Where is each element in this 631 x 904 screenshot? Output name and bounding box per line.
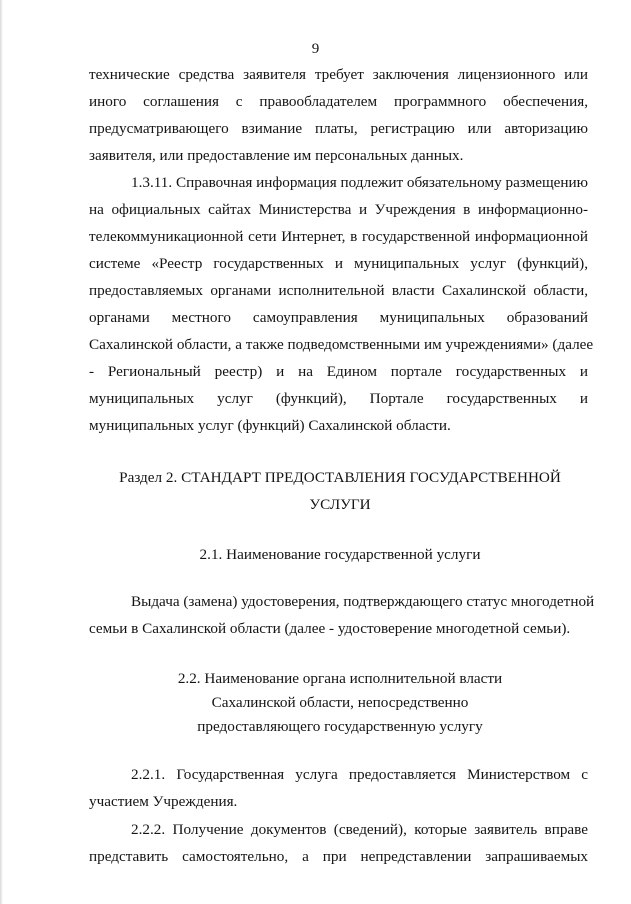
paragraph-1-3-11-line: 1.3.11. Справочная информация подлежит обязательному размещению	[131, 174, 588, 191]
paragraph-1-3-11-line: телекоммуникационной сети Интернет, в государственной информационной	[89, 228, 588, 245]
paragraph-1-3-11-line: на официальных сайтах Министерства и Учреждения в информационно-	[89, 201, 588, 218]
paragraph-1-line: заявителя, или предоставление им персональных данных.	[89, 147, 464, 164]
paragraph-1-3-11-line: Сахалинской области, а также подведомственными им учреждениями» (далее	[89, 336, 594, 353]
paragraph-1-3-11-line: - Региональный реестр) и на Едином портале государственных и	[89, 363, 588, 380]
subsection-2-2-title: предоставляющего государственную услугу	[197, 718, 483, 735]
paragraph-1-line: иного соглашения с правообладателем программного обеспечения,	[89, 93, 588, 110]
paragraph-1-3-11-line: системе «Реестр государственных и муниципальных услуг (функций),	[89, 255, 588, 272]
subsection-2-2-title: Сахалинской области, непосредственно	[211, 694, 469, 711]
paragraph-2-2-1-line: 2.2.1. Государственная услуга предоставляется Министерством с	[131, 766, 588, 783]
paragraph-2-2-1-line: участием Учреждения.	[89, 793, 238, 810]
paragraph-1-3-11-line: предоставляемых органами исполнительной власти Сахалинской области,	[89, 282, 588, 299]
section-2-title: УСЛУГИ	[309, 496, 371, 513]
paragraph-1-3-11-line: органами местного самоуправления муниципальных образований	[89, 309, 588, 326]
page-number: 9	[311, 41, 320, 57]
paragraph-1-line: технические средства заявителя требует заключения лицензионного или	[89, 66, 588, 83]
section-2-title: Раздел 2. СТАНДАРТ ПРЕДОСТАВЛЕНИЯ ГОСУДАРСТВЕННОЙ	[119, 469, 561, 486]
subsection-2-1-title: 2.1. Наименование государственной услуги	[199, 546, 481, 563]
paragraph-2-1-line: Выдача (замена) удостоверения, подтверждающего статус многодетной	[131, 593, 595, 610]
paragraph-2-2-2-line: представить самостоятельно, а при непредставлении запрашиваемых	[89, 848, 588, 865]
paragraph-1-3-11-line: муниципальных услуг (функций) Сахалинской области.	[89, 417, 451, 434]
paragraph-2-1-line: семьи в Сахалинской области (далее - удостоверение многодетной семьи).	[89, 620, 571, 637]
paragraph-1-line: предусматривающего взимание платы, регистрацию или авторизацию	[89, 120, 588, 137]
subsection-2-2-title: 2.2. Наименование органа исполнительной власти	[177, 670, 503, 687]
paragraph-2-2-2-line: 2.2.2. Получение документов (сведений), которые заявитель вправе	[131, 821, 588, 838]
paragraph-1-3-11-line: муниципальных услуг (функций), Портале государственных и	[89, 390, 588, 407]
scan-edge-shadow	[0, 0, 3, 904]
